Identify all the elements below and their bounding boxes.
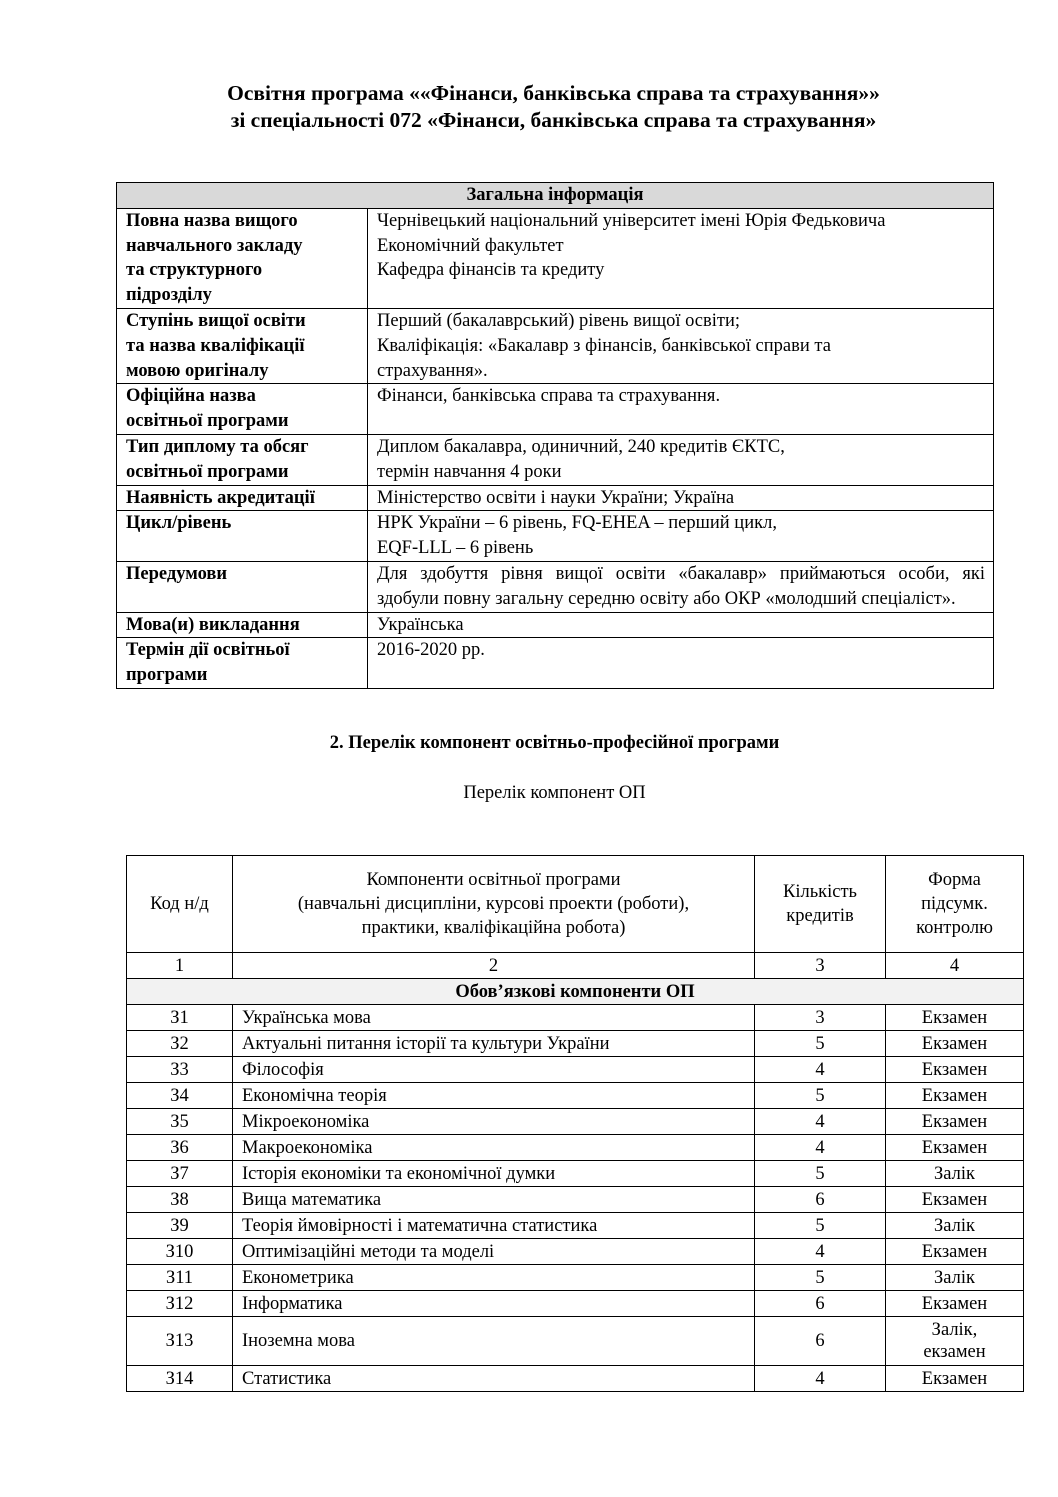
header-name: Компоненти освітньої програми (навчальні дисципліни, курсові проекти (роботи), практики, кваліфікаційна робота) [233, 856, 755, 953]
component-credits: 4 [755, 1239, 886, 1265]
group-row [127, 979, 1024, 1005]
component-credits: 4 [755, 1366, 886, 1392]
table-row [127, 1031, 1024, 1057]
column-number: 3 [755, 953, 886, 979]
components-table [126, 855, 1024, 1392]
component-control: Екзамен [886, 1031, 1024, 1057]
component-control: Залік [886, 1265, 1024, 1291]
column-number-row [127, 953, 1024, 979]
table-row [127, 1187, 1024, 1213]
component-credits: 4 [755, 1057, 886, 1083]
info-row-institution [117, 208, 994, 308]
header-credits: Кількість кредитів [755, 856, 886, 953]
info-key: Наявність акредитації [117, 485, 368, 511]
component-credits: 6 [755, 1317, 886, 1366]
component-control: Екзамен [886, 1057, 1024, 1083]
table-row [127, 1317, 1024, 1366]
component-name: Теорія ймовірності і математична статистика [233, 1213, 755, 1239]
header-control: Форма підсумк. контролю [886, 856, 1024, 953]
table-row [127, 1109, 1024, 1135]
component-control: Залік [886, 1213, 1024, 1239]
info-value: Українська [368, 612, 994, 638]
components-header-row [127, 856, 1024, 953]
info-value: 2016-2020 рр. [368, 638, 994, 689]
info-key: Повна назва вищого навчального закладу та структурного підрозділу [117, 208, 368, 308]
info-key: Термін дії освітньої програми [117, 638, 368, 689]
info-row-diploma [117, 434, 994, 485]
component-credits: 5 [755, 1031, 886, 1057]
info-row-validity [117, 638, 994, 689]
component-control: Екзамен [886, 1187, 1024, 1213]
info-row-cycle [117, 511, 994, 562]
info-row-degree [117, 308, 994, 383]
component-credits: 6 [755, 1291, 886, 1317]
section-2-title: 2. Перелік компонент освітньо-професійної програми [329, 733, 780, 753]
component-name: Історія економіки та економічної думки [233, 1161, 755, 1187]
table-row [127, 1057, 1024, 1083]
header-code: Код н/д [127, 856, 233, 953]
component-code: З9 [127, 1213, 233, 1239]
component-code: З8 [127, 1187, 233, 1213]
component-control: Екзамен [886, 1291, 1024, 1317]
component-control: Екзамен [886, 1005, 1024, 1031]
table-row [127, 1005, 1024, 1031]
info-value: Фінанси, банківська справа та страхування. [368, 384, 994, 435]
title-line-2: зі спеціальності 072 «Фінанси, банківська справа та страхування» [230, 108, 877, 132]
general-info-table [116, 182, 994, 689]
component-name: Мікроекономіка [233, 1109, 755, 1135]
info-key: Мова(и) викладання [117, 612, 368, 638]
table-row [127, 1291, 1024, 1317]
component-credits: 5 [755, 1213, 886, 1239]
component-control: Залік [886, 1161, 1024, 1187]
component-credits: 5 [755, 1083, 886, 1109]
document-title [115, 80, 992, 134]
component-credits: 4 [755, 1109, 886, 1135]
table-row [127, 1135, 1024, 1161]
info-row-accreditation [117, 485, 994, 511]
component-name: Статистика [233, 1366, 755, 1392]
component-control: Екзамен [886, 1239, 1024, 1265]
general-info-header: Загальна інформація [117, 183, 994, 209]
title-line-1: Освітня програма ««Фінанси, банківська справа та страхування»» [227, 81, 880, 105]
components-caption: Перелік компонент ОП [463, 783, 646, 803]
component-name: Економетрика [233, 1265, 755, 1291]
component-code: З13 [127, 1317, 233, 1366]
component-control: Екзамен [886, 1083, 1024, 1109]
info-key: Передумови [117, 561, 368, 612]
component-control: Екзамен [886, 1109, 1024, 1135]
component-code: З7 [127, 1161, 233, 1187]
info-row-program-name [117, 384, 994, 435]
component-code: З11 [127, 1265, 233, 1291]
table-row [127, 1213, 1024, 1239]
table-row [127, 1265, 1024, 1291]
component-code: З6 [127, 1135, 233, 1161]
component-code: З4 [127, 1083, 233, 1109]
component-code: З5 [127, 1109, 233, 1135]
component-credits: 5 [755, 1265, 886, 1291]
info-value: НРК України – 6 рівень, FQ-EHEA – перший цикл, EQF-LLL – 6 рівень [368, 511, 994, 562]
column-number: 4 [886, 953, 1024, 979]
column-number: 1 [127, 953, 233, 979]
component-name: Економічна теорія [233, 1083, 755, 1109]
info-key: Офіційна назва освітньої програми [117, 384, 368, 435]
info-key: Тип диплому та обсяг освітньої програми [117, 434, 368, 485]
component-credits: 5 [755, 1161, 886, 1187]
component-code: З1 [127, 1005, 233, 1031]
group-title: Обов’язкові компоненти ОП [127, 979, 1024, 1005]
component-name: Оптимізаційні методи та моделі [233, 1239, 755, 1265]
info-key: Ступінь вищої освіти та назва кваліфікації мовою оригіналу [117, 308, 368, 383]
info-key: Цикл/рівень [117, 511, 368, 562]
component-name: Українська мова [233, 1005, 755, 1031]
info-row-language [117, 612, 994, 638]
component-control: Екзамен [886, 1135, 1024, 1161]
component-name: Інформатика [233, 1291, 755, 1317]
component-code: З2 [127, 1031, 233, 1057]
info-value: Міністерство освіти і науки України; Україна [368, 485, 994, 511]
component-name: Іноземна мова [233, 1317, 755, 1366]
table-row [127, 1239, 1024, 1265]
component-code: З10 [127, 1239, 233, 1265]
component-code: З14 [127, 1366, 233, 1392]
component-credits: 4 [755, 1135, 886, 1161]
component-name: Філософія [233, 1057, 755, 1083]
info-value: Чернівецький національний університет імені Юрія Федьковича Економічний факультет Кафедра фінансів та кредиту [368, 208, 994, 308]
component-credits: 3 [755, 1005, 886, 1031]
component-credits: 6 [755, 1187, 886, 1213]
components-body [127, 1005, 1024, 1392]
component-name: Актуальні питання історії та культури України [233, 1031, 755, 1057]
component-control: Екзамен [886, 1366, 1024, 1392]
column-number: 2 [233, 953, 755, 979]
component-name: Вища математика [233, 1187, 755, 1213]
table-row [127, 1083, 1024, 1109]
info-value: Для здобуття рівня вищої освіти «бакалавр» приймаються особи, які здобули повну загальну середню освіту або ОКР «молодший спеціаліст». [368, 561, 994, 612]
table-row [127, 1366, 1024, 1392]
component-code: З12 [127, 1291, 233, 1317]
component-control: Залік, екзамен [886, 1317, 1024, 1366]
table-row [127, 1161, 1024, 1187]
info-value: Диплом бакалавра, одиничний, 240 кредитів ЄКТС, термін навчання 4 роки [368, 434, 994, 485]
component-name: Макроекономіка [233, 1135, 755, 1161]
info-row-prerequisites [117, 561, 994, 612]
component-code: З3 [127, 1057, 233, 1083]
info-value: Перший (бакалаврський) рівень вищої освіти; Кваліфікація: «Бакалавр з фінансів, банківської справи та страхування». [368, 308, 994, 383]
